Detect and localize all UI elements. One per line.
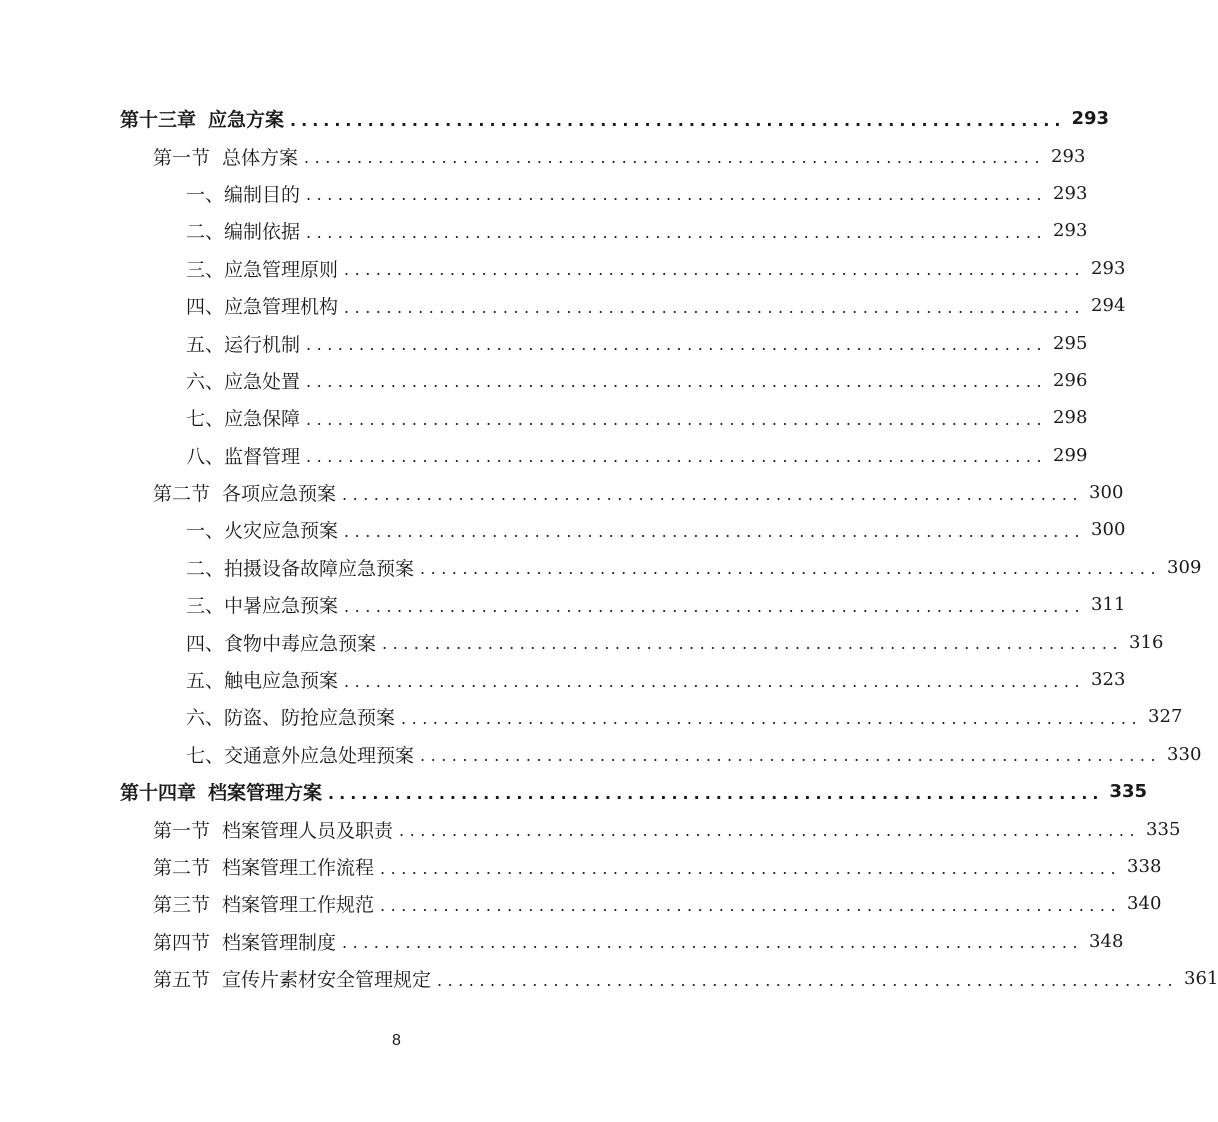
dot-leader: ......................................................................	[344, 521, 1086, 541]
toc-entry[interactable]	[120, 362, 1088, 399]
toc-entry-page: 348	[1089, 930, 1124, 952]
toc-entry-number: 第十四章	[120, 782, 197, 805]
toc-entry[interactable]	[120, 773, 1148, 810]
toc-entry-number: 五、	[186, 333, 225, 356]
toc-entry-number: 二、	[186, 557, 225, 580]
toc-entry-number: 五、	[186, 670, 225, 693]
toc-entry-number: 第四节	[153, 931, 211, 954]
toc-entry-number: 四、	[186, 296, 225, 319]
toc-entry[interactable]	[120, 324, 1088, 361]
toc-entry-page: 338	[1127, 856, 1162, 877]
toc-entry[interactable]	[120, 923, 1124, 960]
dot-leader: ......................................................................	[380, 895, 1122, 915]
toc-entry-number: 第十三章	[120, 109, 197, 132]
toc-entry-number: 一、	[186, 520, 225, 543]
toc-entry-number: 三、	[186, 258, 225, 281]
dot-leader: ......................................................................	[380, 858, 1122, 878]
table-of-contents	[120, 100, 1218, 997]
toc-entry-title: 应急管理原则	[224, 258, 339, 281]
toc-entry[interactable]	[120, 698, 1183, 735]
toc-entry-title: 应急处置	[224, 370, 301, 393]
toc-entry[interactable]	[120, 661, 1126, 698]
dot-leader: ......................................................................	[344, 297, 1086, 317]
dot-leader: ......................................................................	[306, 335, 1048, 355]
toc-entry-page: 330	[1167, 743, 1202, 765]
toc-entry-title: 应急管理机构	[224, 296, 339, 319]
toc-entry-page: 294	[1091, 295, 1126, 317]
toc-entry-title: 交通意外应急处理预案	[224, 744, 415, 767]
toc-entry-page: 340	[1127, 893, 1162, 915]
dot-leader: ......................................................................	[328, 783, 1104, 803]
toc-entry[interactable]	[120, 437, 1088, 474]
toc-entry-title: 档案管理方案	[208, 782, 323, 805]
toc-entry[interactable]	[120, 848, 1162, 885]
toc-entry[interactable]	[120, 623, 1164, 660]
toc-entry-number: 第三节	[153, 894, 211, 917]
dot-leader: ......................................................................	[306, 447, 1048, 467]
toc-entry-title: 档案管理制度	[222, 931, 337, 954]
toc-entry-title: 拍摄设备故障应急预案	[224, 557, 415, 580]
toc-entry[interactable]	[120, 736, 1202, 773]
toc-entry[interactable]	[120, 586, 1126, 623]
toc-entry[interactable]	[120, 137, 1086, 174]
toc-entry-title: 各项应急预案	[222, 483, 337, 506]
toc-entry-page: 296	[1053, 369, 1088, 391]
toc-entry[interactable]	[120, 250, 1126, 287]
dot-leader: ......................................................................	[344, 260, 1086, 280]
toc-entry-number: 第五节	[153, 969, 211, 992]
toc-entry-page: 309	[1167, 556, 1202, 578]
toc-entry-number: 四、	[186, 632, 225, 655]
dot-leader: ......................................................................	[437, 970, 1179, 990]
toc-entry-number: 八、	[186, 445, 225, 468]
toc-entry-page: 300	[1089, 482, 1124, 504]
toc-entry-page: 300	[1091, 519, 1126, 541]
toc-entry-page: 298	[1053, 407, 1088, 429]
dot-leader: ......................................................................	[290, 110, 1066, 130]
toc-entry[interactable]	[120, 960, 1218, 997]
toc-entry-page: 316	[1129, 631, 1164, 653]
toc-entry[interactable]	[120, 810, 1181, 847]
toc-entry-page: 295	[1053, 332, 1088, 354]
toc-entry-number: 第一节	[153, 819, 211, 842]
toc-entry-title: 防盗、防抢应急预案	[224, 707, 396, 730]
toc-entry-number: 第二节	[153, 483, 211, 506]
dot-leader: ......................................................................	[306, 409, 1048, 429]
toc-entry[interactable]	[120, 100, 1110, 137]
toc-entry-title: 监督管理	[224, 445, 301, 468]
toc-entry-page: 361	[1184, 968, 1218, 990]
toc-entry-title: 中暑应急预案	[224, 595, 339, 618]
toc-entry-number: 六、	[186, 707, 225, 730]
dot-leader: ......................................................................	[401, 708, 1143, 728]
dot-leader: ......................................................................	[306, 372, 1048, 392]
toc-entry-title: 火灾应急预案	[224, 520, 339, 543]
toc-entry-title: 档案管理工作流程	[222, 857, 375, 879]
toc-entry-page: 293	[1091, 257, 1126, 279]
toc-entry-page: 293	[1051, 145, 1086, 167]
dot-leader: ......................................................................	[420, 746, 1162, 766]
toc-entry-title: 运行机制	[224, 333, 301, 356]
dot-leader: ......................................................................	[420, 559, 1162, 579]
toc-entry-page: 311	[1091, 594, 1126, 616]
toc-entry-title: 宣传片素材安全管理规定	[222, 969, 432, 992]
toc-entry[interactable]	[120, 885, 1162, 922]
toc-entry-title: 档案管理人员及职责	[222, 819, 394, 842]
dot-leader: ......................................................................	[306, 185, 1048, 205]
toc-entry-number: 第一节	[153, 146, 211, 169]
dot-leader: ......................................................................	[342, 484, 1084, 504]
toc-entry[interactable]	[120, 474, 1124, 511]
toc-entry-page: 293	[1071, 108, 1110, 130]
toc-entry-number: 第二节	[153, 857, 211, 879]
dot-leader: ......................................................................	[344, 671, 1086, 691]
toc-entry-title: 应急方案	[208, 109, 285, 132]
toc-entry-page: 327	[1148, 706, 1183, 728]
toc-entry[interactable]	[120, 399, 1088, 436]
dot-leader: ......................................................................	[382, 634, 1124, 654]
toc-entry-page: 293	[1053, 220, 1088, 242]
toc-entry-page: 293	[1053, 182, 1088, 204]
dot-leader: ......................................................................	[399, 821, 1141, 841]
toc-entry-title: 食物中毒应急预案	[224, 632, 377, 655]
toc-entry-number: 一、	[186, 183, 225, 206]
toc-entry-number: 七、	[186, 744, 225, 767]
toc-entry[interactable]	[120, 212, 1088, 249]
toc-entry-title: 编制目的	[224, 183, 301, 206]
toc-entry-number: 六、	[186, 370, 225, 393]
toc-entry[interactable]	[120, 511, 1126, 548]
dot-leader: ......................................................................	[304, 148, 1046, 168]
dot-leader: ......................................................................	[306, 222, 1048, 242]
toc-entry[interactable]	[120, 287, 1126, 324]
toc-entry-title: 总体方案	[222, 146, 299, 169]
toc-entry[interactable]	[120, 175, 1088, 212]
dot-leader: ......................................................................	[344, 596, 1086, 616]
toc-entry-title: 编制依据	[224, 221, 301, 244]
toc-entry-page: 299	[1053, 444, 1088, 466]
dot-leader: ......................................................................	[342, 933, 1084, 953]
toc-entry-title: 应急保障	[224, 408, 301, 431]
toc-entry-title: 档案管理工作规范	[222, 894, 375, 917]
toc-entry[interactable]	[120, 549, 1202, 586]
toc-entry-page: 335	[1109, 781, 1148, 803]
toc-entry-title: 触电应急预案	[224, 670, 339, 693]
toc-entry-page: 323	[1091, 669, 1126, 691]
toc-entry-number: 三、	[186, 595, 225, 618]
page-number: 8	[392, 1032, 401, 1049]
toc-entry-page: 335	[1146, 818, 1181, 840]
toc-entry-number: 七、	[186, 408, 225, 431]
toc-entry-number: 二、	[186, 221, 225, 244]
